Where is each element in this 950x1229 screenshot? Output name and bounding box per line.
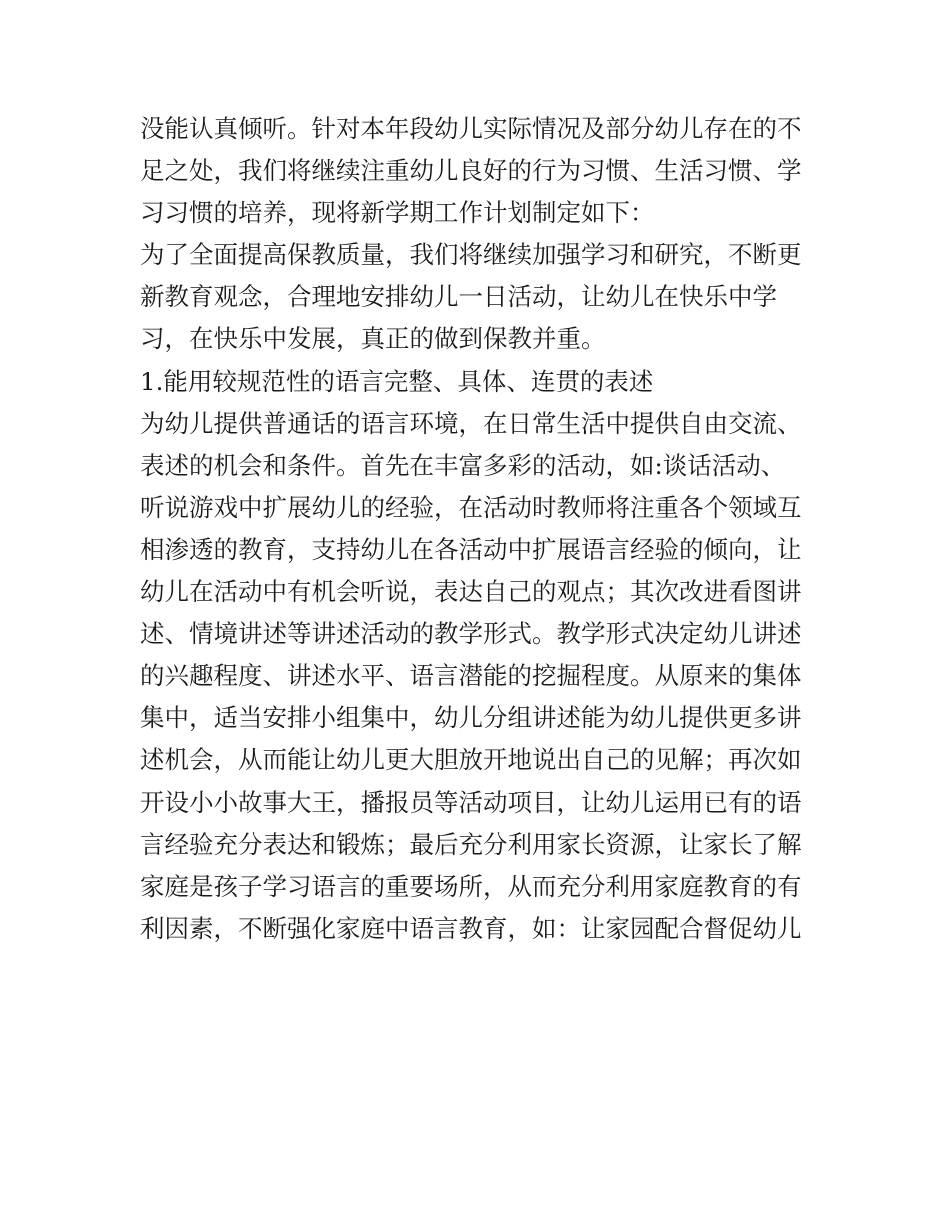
- text-line: 表述的机会和条件。首先在丰富多彩的活动，如:谈话活动、: [140, 450, 786, 480]
- text-line: 没能认真倾听。针对本年段幼儿实际情况及部分幼儿存在的不: [140, 114, 802, 143]
- text-line: 为幼儿提供普通话的语言环境，在日常生活中提供自由交流、: [140, 408, 802, 438]
- text-line: 幼儿在活动中有机会听说，表达自己的观点；其次改进看图讲: [140, 577, 802, 607]
- text-line: 相渗透的教育，支持幼儿在各活动中扩展语言经验的倾向，让: [140, 534, 802, 564]
- section-heading: 1.能用较规范性的语言完整、具体、连贯的表述: [140, 366, 654, 396]
- text-line: 集中，适当安排小组集中，幼儿分组讲述能为幼儿提供更多讲: [140, 703, 802, 733]
- text-line: 家庭是孩子学习语言的重要场所，从而充分利用家庭教育的有: [140, 871, 802, 901]
- text-line: 言经验充分表达和锻炼；最后充分利用家长资源，让家长了解: [140, 829, 802, 859]
- document-body: [140, 108, 820, 950]
- text-line: 新教育观念，合理地安排幼儿一日活动，让幼儿在快乐中学: [140, 282, 777, 312]
- text-line: 习，在快乐中发展，真正的做到保教并重。: [140, 324, 606, 354]
- text-line: 开设小小故事大王，播报员等活动项目，让幼儿运用已有的语: [140, 787, 802, 817]
- text-line: 听说游戏中扩展幼儿的经验，在活动时教师将注重各个领域互: [140, 492, 802, 522]
- text-line: 述、情境讲述等讲述活动的教学形式。教学形式决定幼儿讲述: [140, 619, 802, 649]
- text-line: 习习惯的培养，现将新学期工作计划制定如下：: [140, 198, 655, 228]
- text-line: 足之处，我们将继续注重幼儿良好的行为习惯、生活习惯、学: [140, 156, 802, 186]
- text-line: 述机会，从而能让幼儿更大胆放开地说出自己的见解；再次如: [140, 745, 802, 775]
- text-line: 利因素，不断强化家庭中语言教育，如：让家园配合督促幼儿: [140, 913, 802, 943]
- text-line: 的兴趣程度、讲述水平、语言潜能的挖掘程度。从原来的集体: [140, 661, 802, 691]
- text-line: 为了全面提高保教质量，我们将继续加强学习和研究，不断更: [140, 240, 802, 270]
